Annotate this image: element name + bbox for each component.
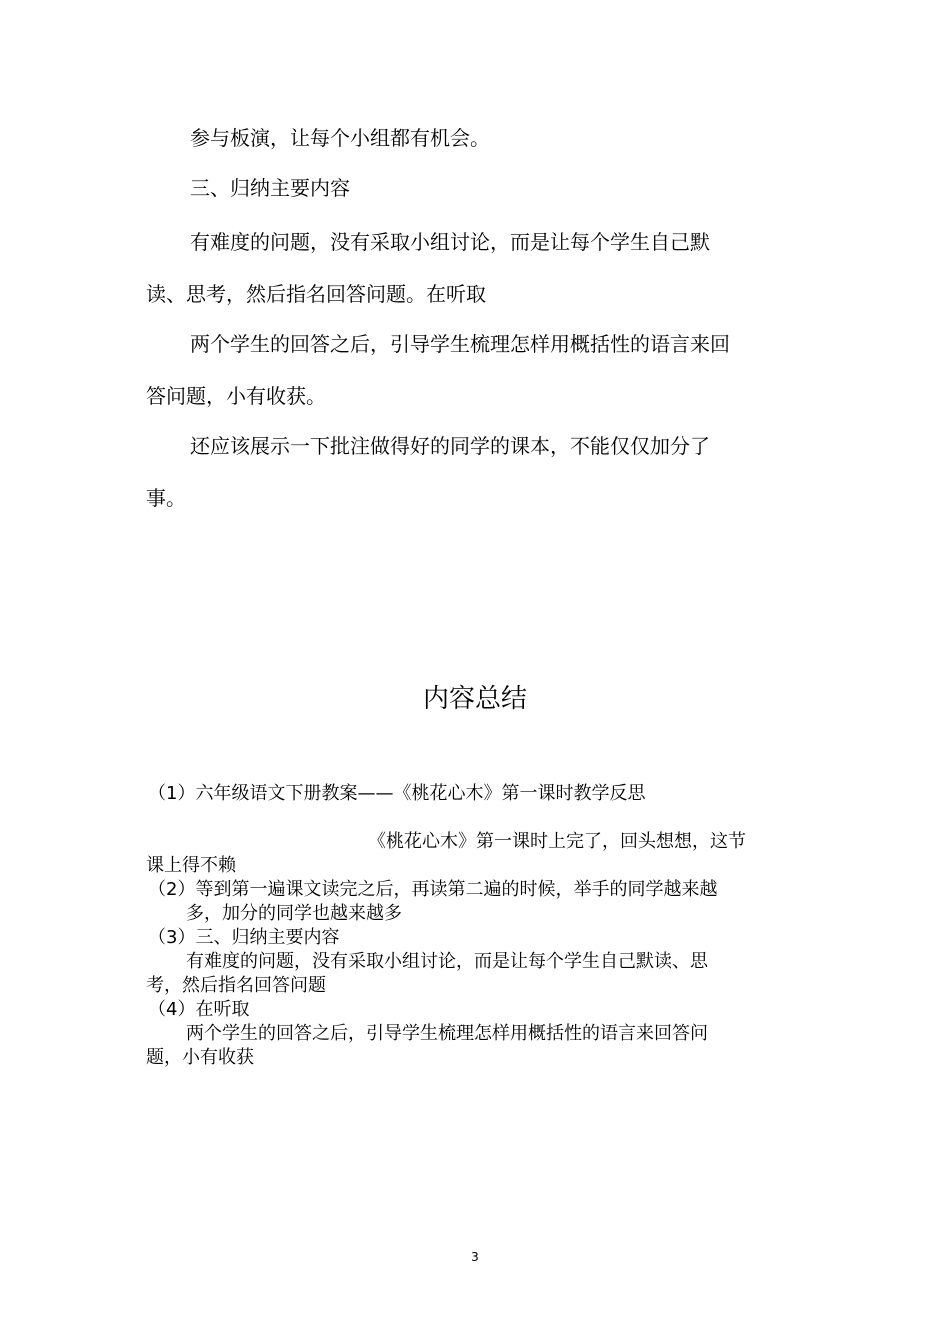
body-paragraph: 三、归纳主要内容 <box>190 176 350 200</box>
page-number: 3 <box>471 1250 479 1264</box>
body-paragraph: 参与板演，让每个小组都有机会。 <box>190 126 490 150</box>
body-paragraph: 读、思考，然后指名回答问题。在听取 <box>146 282 486 306</box>
summary-title: 内容总结 <box>422 684 527 714</box>
body-paragraph: 答问题，小有收获。 <box>146 384 326 408</box>
body-paragraph: 还应该展示一下批注做得好的同学的课本，不能仅仅加分了 <box>190 434 710 458</box>
summary-line: 两个学生的回答之后，引导学生梳理怎样用概括性的语言来回答问 <box>186 1023 708 1044</box>
summary-line: （1）六年级语文下册教案——《桃花心木》第一课时教学反思 <box>148 783 646 804</box>
summary-line: （4）在听取 <box>148 999 250 1020</box>
summary-line: （3）三、归纳主要内容 <box>148 927 340 948</box>
body-paragraph: 两个学生的回答之后，引导学生梳理怎样用概括性的语言来回 <box>190 332 730 356</box>
summary-line: 多，加分的同学也越来越多 <box>186 903 402 924</box>
body-paragraph: 事。 <box>146 486 186 510</box>
summary-line: 考，然后指名回答问题 <box>146 975 326 996</box>
summary-line: （2）等到第一遍课文读完之后，再读第二遍的时候，举手的同学越来越 <box>148 879 718 900</box>
summary-line: 题，小有收获 <box>146 1047 254 1068</box>
summary-line: 课上得不赖 <box>146 855 236 876</box>
summary-line: 《桃花心木》第一课时上完了，回头想想，这节 <box>368 831 746 852</box>
summary-line: 有难度的问题，没有采取小组讨论，而是让每个学生自己默读、思 <box>186 951 708 972</box>
body-paragraph: 有难度的问题，没有采取小组讨论，而是让每个学生自己默 <box>190 230 710 254</box>
